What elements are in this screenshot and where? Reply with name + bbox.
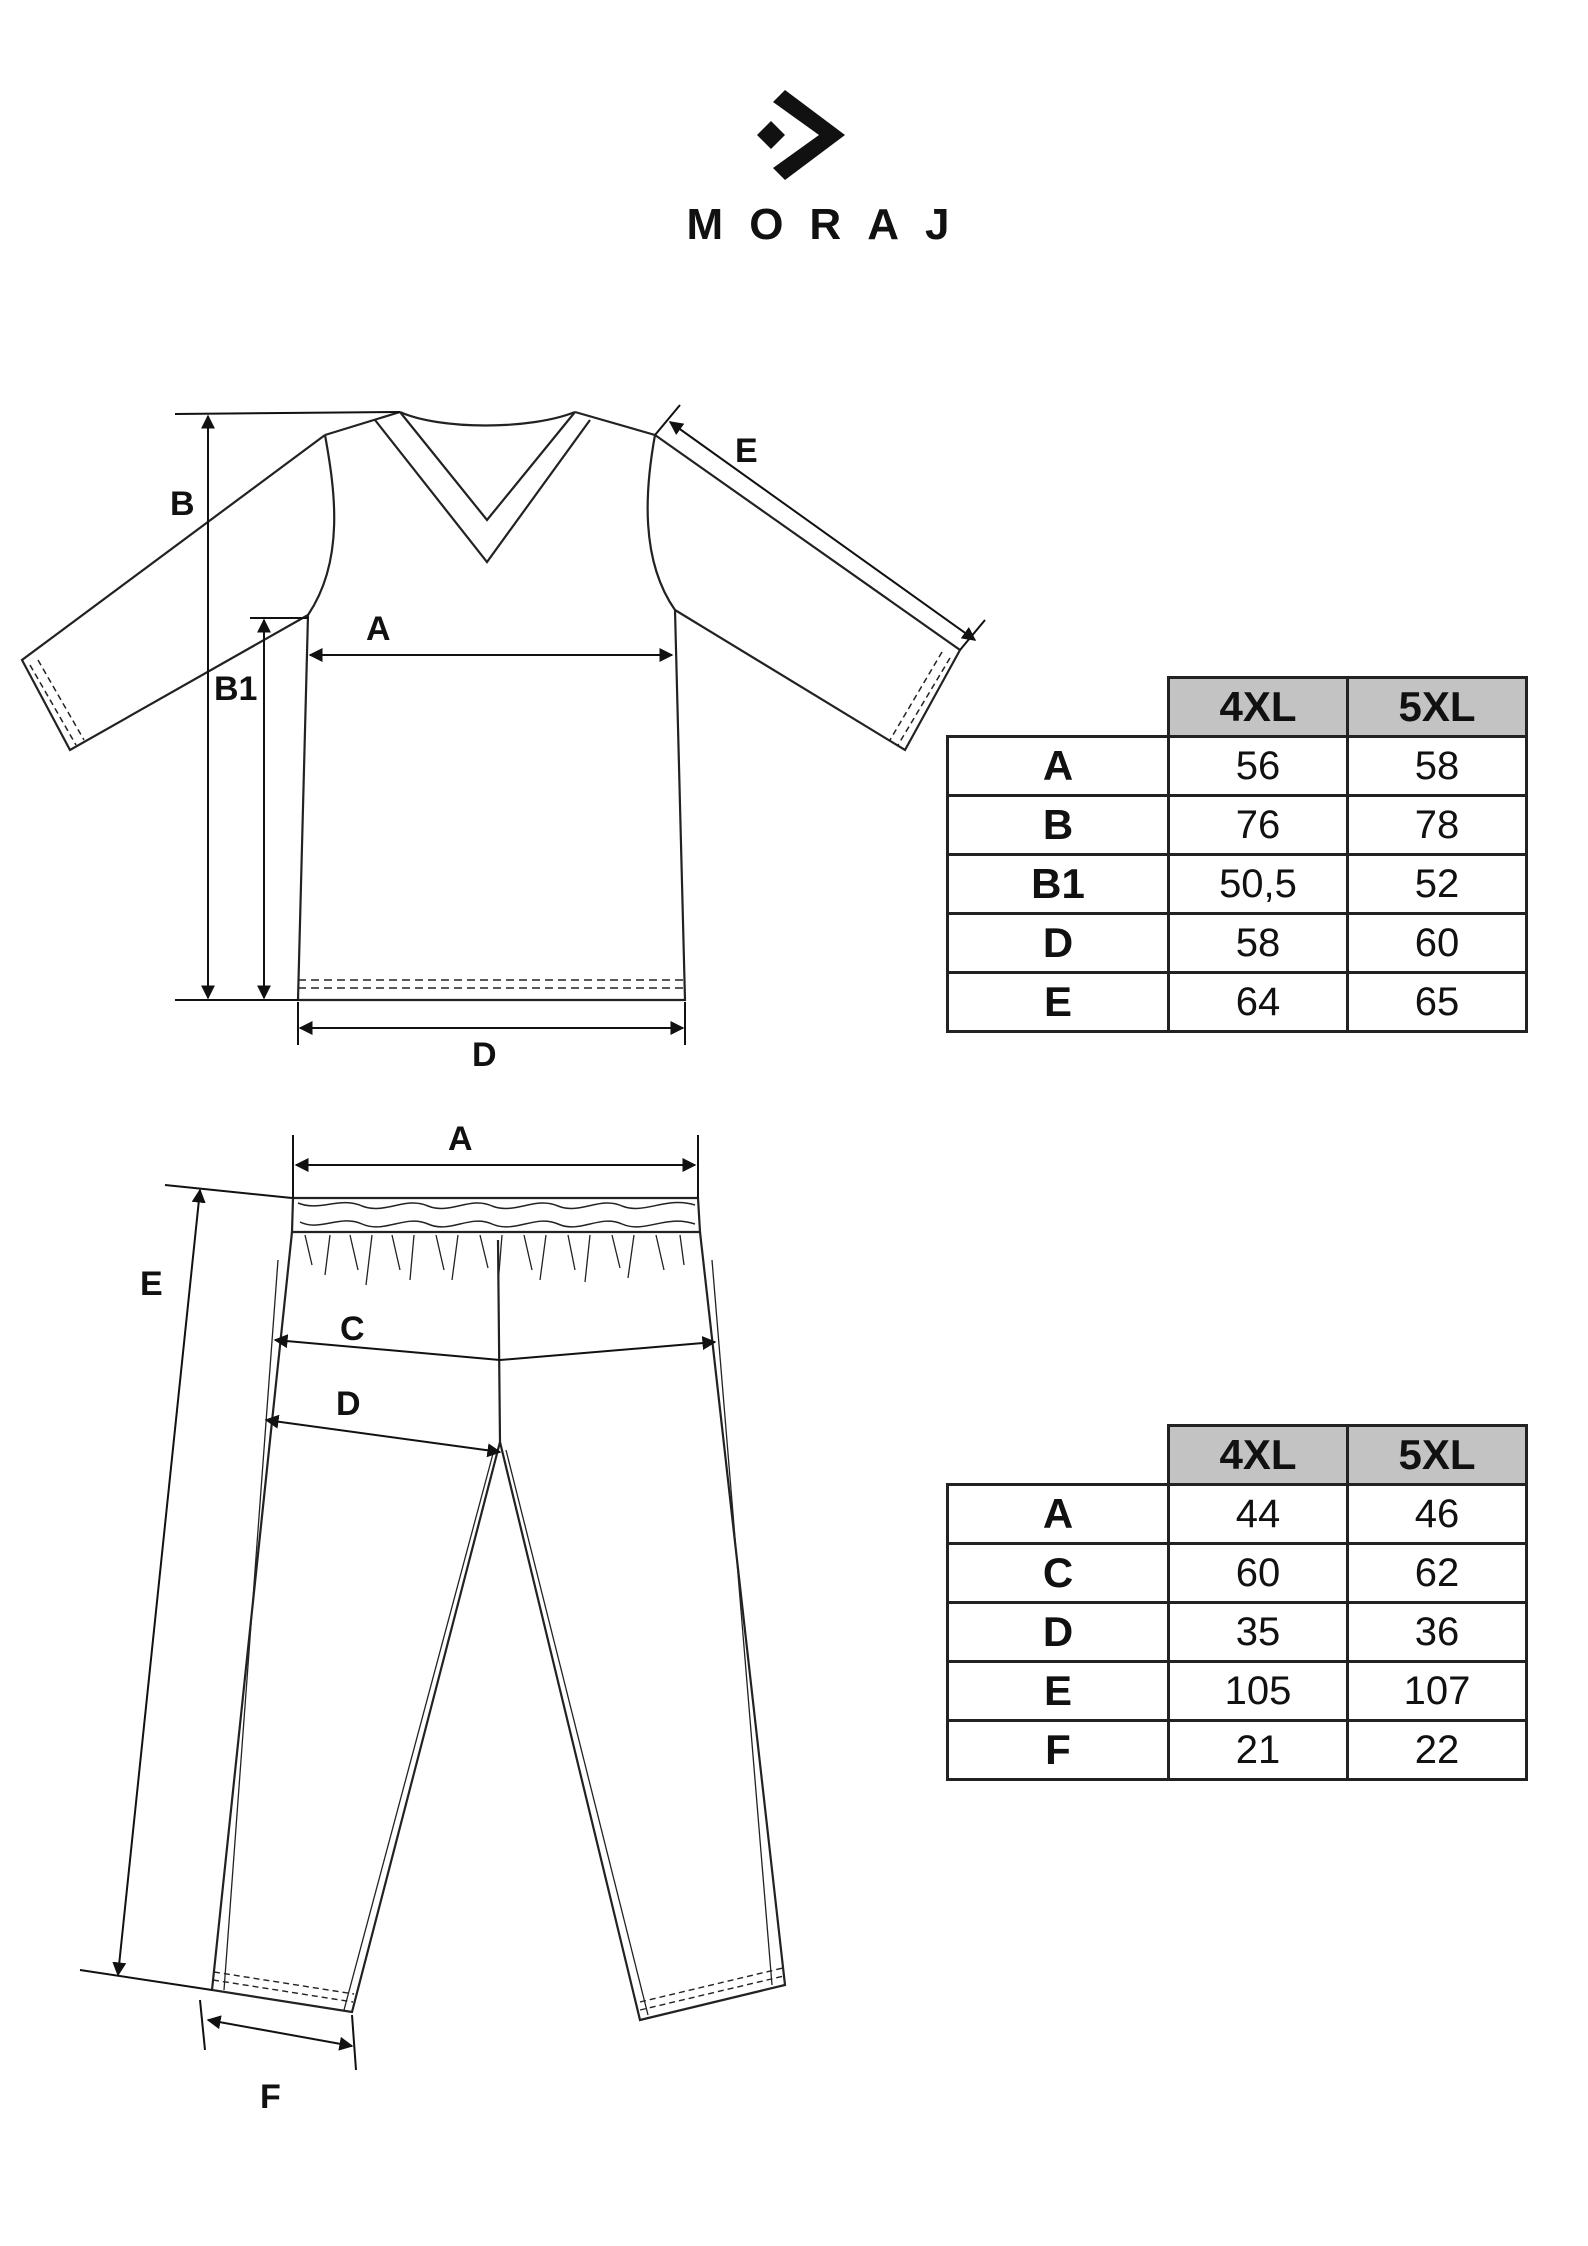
table-row xyxy=(948,1721,1527,1780)
row-label: B xyxy=(948,796,1169,855)
shirt-diagram xyxy=(22,412,960,1000)
row-label: E xyxy=(948,1662,1169,1721)
row-label: B1 xyxy=(948,855,1169,914)
table-row xyxy=(948,796,1527,855)
table-row xyxy=(948,1485,1527,1544)
column-header: 4XL xyxy=(1169,678,1348,737)
row-label: A xyxy=(948,1485,1169,1544)
brand-name: MORAJ xyxy=(686,200,976,249)
trousers-label-c: C xyxy=(340,1310,365,1348)
shirt-label-d: D xyxy=(472,1036,497,1074)
row-label: E xyxy=(948,973,1169,1032)
shirt-label-b1: B1 xyxy=(214,670,258,708)
row-label: A xyxy=(948,737,1169,796)
shirt-label-a: A xyxy=(366,610,391,648)
table-cell: 56 xyxy=(1169,737,1348,796)
table-header-row xyxy=(948,678,1527,737)
table-cell: 62 xyxy=(1348,1544,1527,1603)
table-row xyxy=(948,855,1527,914)
trousers-measurement-lines xyxy=(80,1135,715,2070)
table-cell: 44 xyxy=(1169,1485,1348,1544)
table-row xyxy=(948,737,1527,796)
table-cell: 21 xyxy=(1169,1721,1348,1780)
table-row xyxy=(948,1662,1527,1721)
table-cell: 52 xyxy=(1348,855,1527,914)
table-cell: 60 xyxy=(1169,1544,1348,1603)
trousers-label-d: D xyxy=(336,1385,361,1423)
table-cell: 36 xyxy=(1348,1603,1527,1662)
table-cell: 50,5 xyxy=(1169,855,1348,914)
trousers-label-f: F xyxy=(260,2078,281,2116)
row-label: D xyxy=(948,914,1169,973)
row-label: D xyxy=(948,1603,1169,1662)
column-header: 5XL xyxy=(1348,678,1527,737)
table-row xyxy=(948,1544,1527,1603)
table-row xyxy=(948,1603,1527,1662)
table-cell: 60 xyxy=(1348,914,1527,973)
column-header: 4XL xyxy=(1169,1426,1348,1485)
table-cell: 46 xyxy=(1348,1485,1527,1544)
row-label: F xyxy=(948,1721,1169,1780)
shirt-size-table xyxy=(946,676,1528,1033)
table-header-row xyxy=(948,1426,1527,1485)
table-cell: 65 xyxy=(1348,973,1527,1032)
trousers-diagram xyxy=(212,1198,785,2020)
table-cell: 22 xyxy=(1348,1721,1527,1780)
shirt-label-b: B xyxy=(170,485,195,523)
table-cell: 107 xyxy=(1348,1662,1527,1721)
table-row xyxy=(948,914,1527,973)
table-row xyxy=(948,973,1527,1032)
table-cell: 76 xyxy=(1169,796,1348,855)
table-corner xyxy=(948,678,1169,737)
table-cell: 58 xyxy=(1348,737,1527,796)
table-cell: 105 xyxy=(1169,1662,1348,1721)
table-corner xyxy=(948,1426,1169,1485)
trousers-label-a: A xyxy=(448,1120,473,1158)
table-cell: 64 xyxy=(1169,973,1348,1032)
column-header: 5XL xyxy=(1348,1426,1527,1485)
table-cell: 78 xyxy=(1348,796,1527,855)
table-cell: 58 xyxy=(1169,914,1348,973)
trousers-size-table xyxy=(946,1424,1528,1781)
trousers-label-e: E xyxy=(140,1265,163,1303)
table-cell: 35 xyxy=(1169,1603,1348,1662)
shirt-label-e: E xyxy=(735,432,758,470)
row-label: C xyxy=(948,1544,1169,1603)
